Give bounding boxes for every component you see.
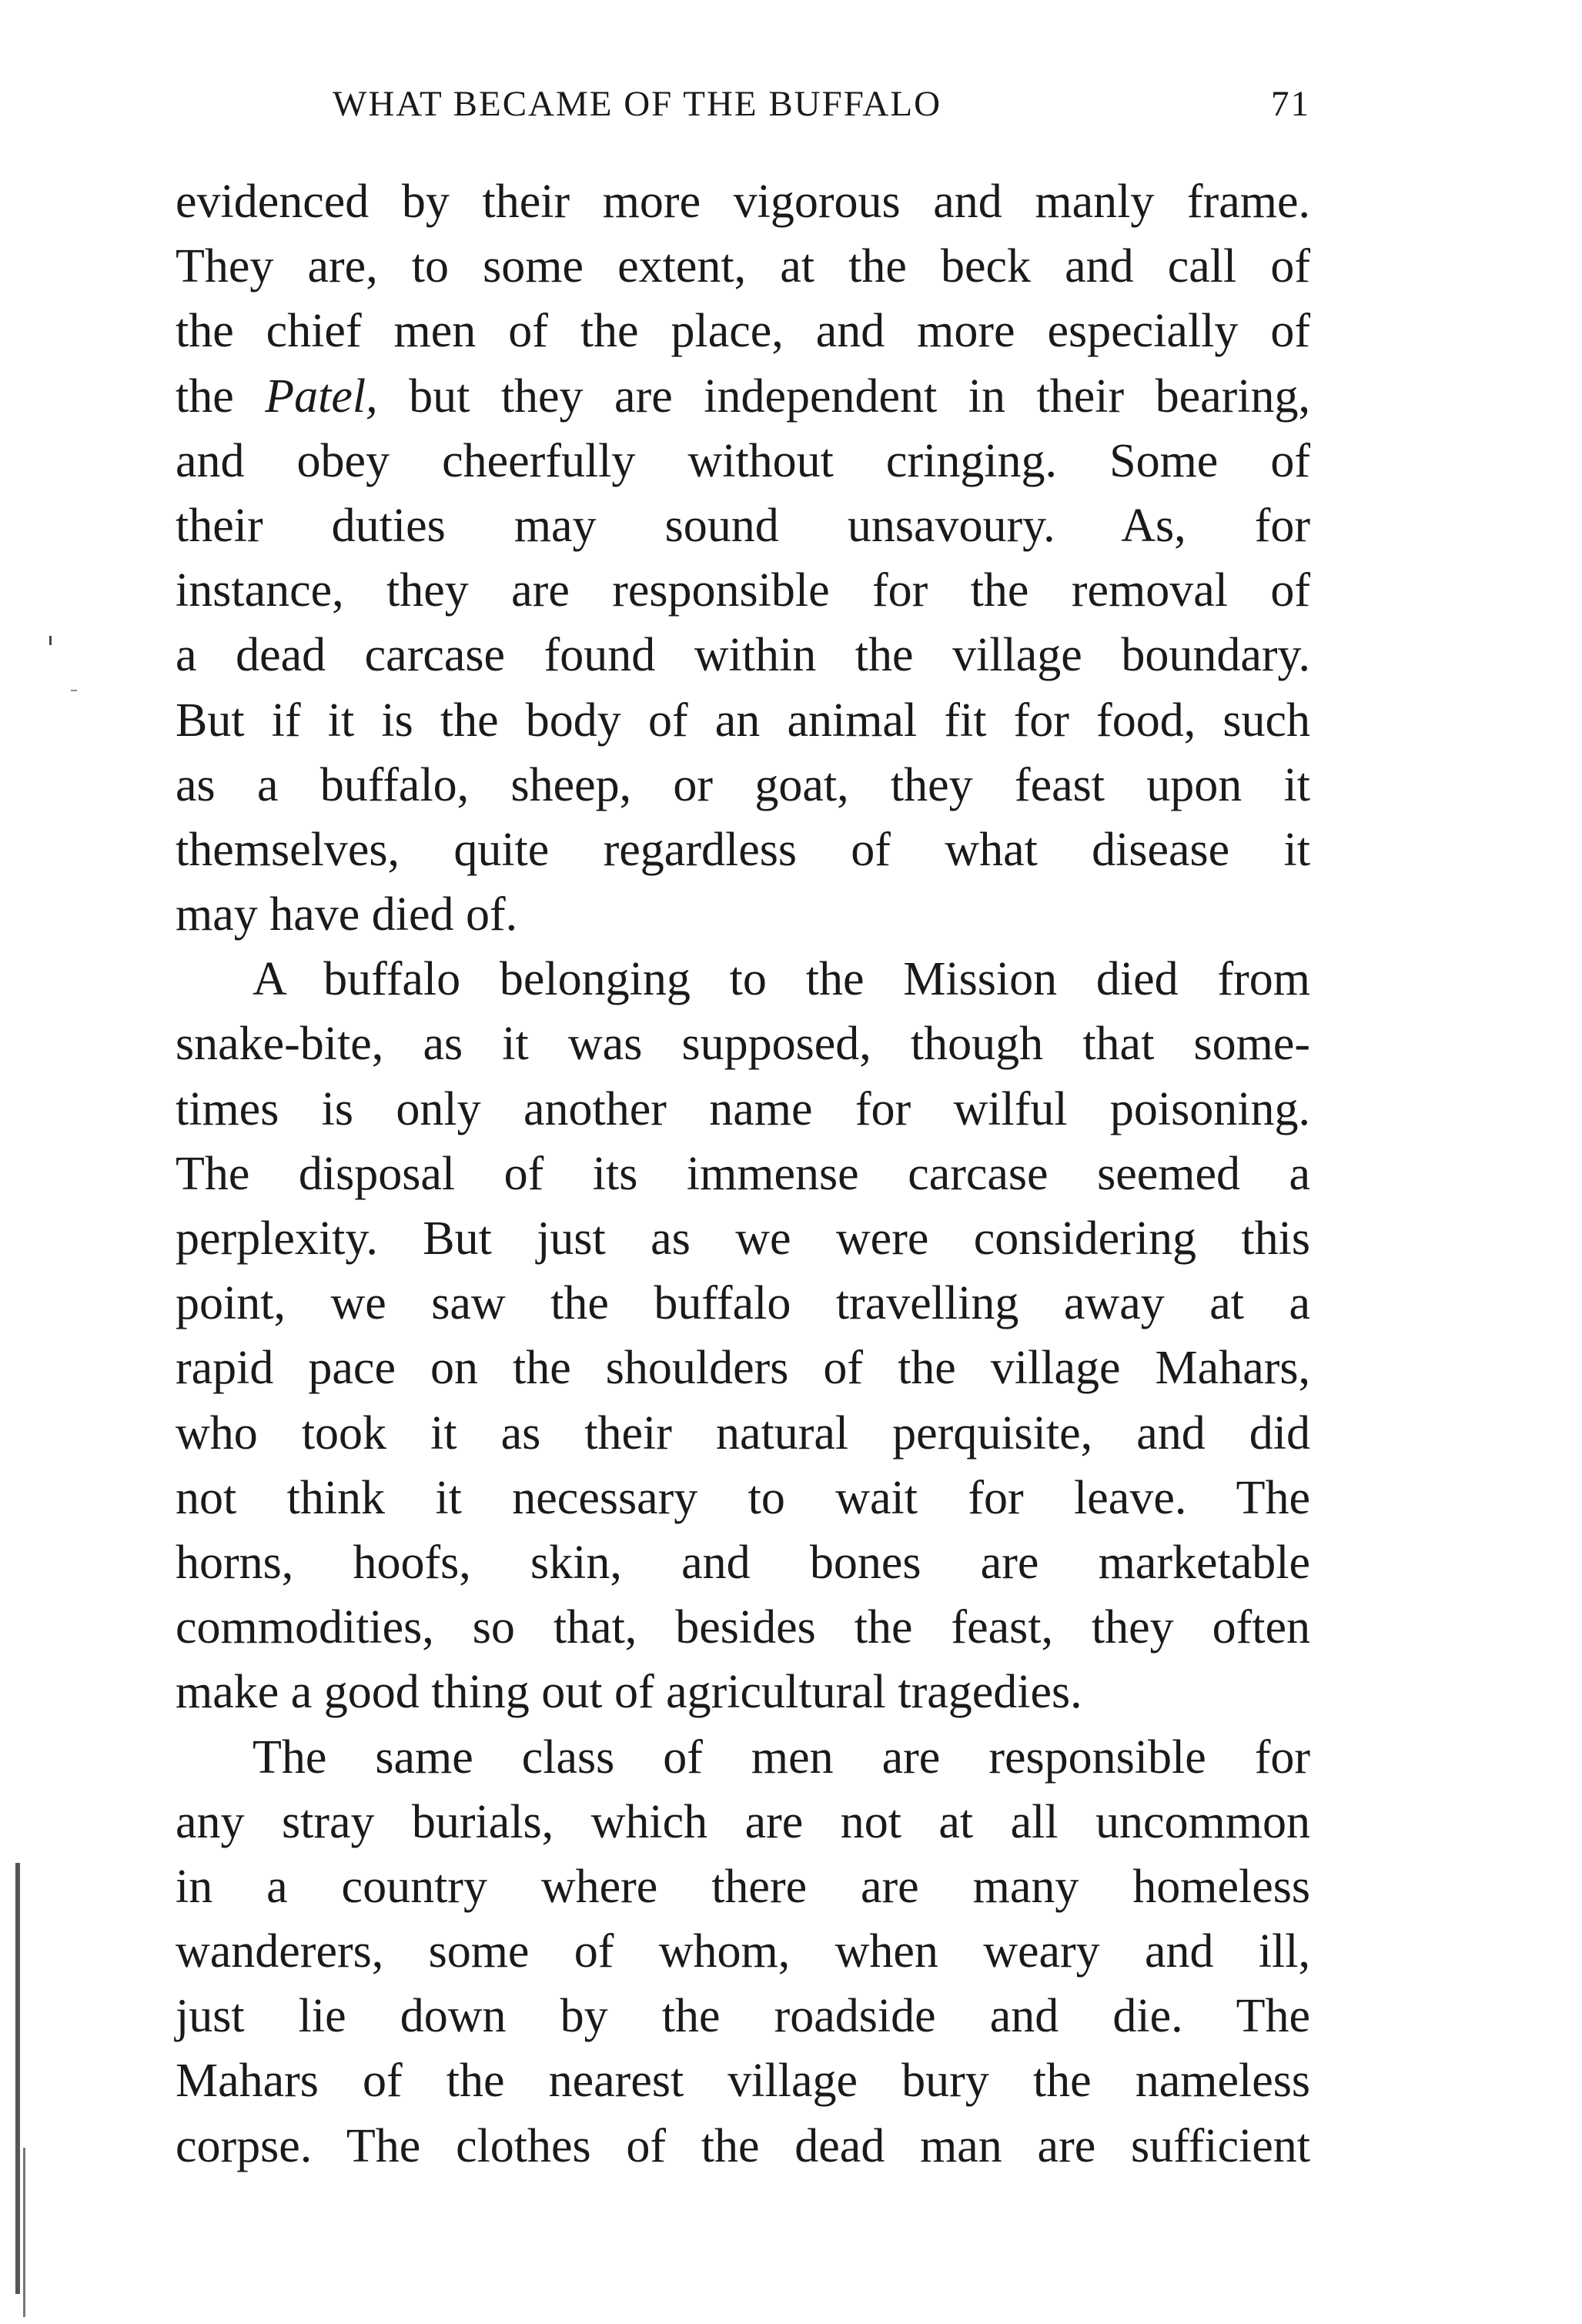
text-line: instance, they are responsible for the removal of bbox=[176, 564, 1310, 617]
text-line: a dead carcase found within the village boundary. bbox=[176, 629, 1310, 682]
text-line: the chief men of the place, and more especially of bbox=[176, 305, 1310, 358]
text-line: corpse. The clothes of the dead man are sufficient bbox=[176, 2119, 1310, 2172]
text-line: may have died of. bbox=[176, 888, 518, 941]
text-line: horns, hoofs, skin, and bones are marketable bbox=[176, 1536, 1310, 1589]
text-line: as a buffalo, sheep, or goat, they feast upon it bbox=[176, 758, 1310, 811]
text-line: The same class of men are responsible for bbox=[253, 1730, 1310, 1784]
scan-binding-edge bbox=[15, 1863, 20, 2294]
text-line: rapid pace on the shoulders of the village Mahars, bbox=[176, 1342, 1310, 1395]
text-line: They are, to some extent, at the beck and call of bbox=[176, 240, 1310, 293]
text-line: times is only another name for wilful poisoning. bbox=[176, 1082, 1310, 1135]
text-segment: the bbox=[176, 369, 266, 423]
text-line: A buffalo belonging to the Mission died from bbox=[253, 953, 1310, 1006]
text-line: who took it as their natural perquisite, and did bbox=[176, 1406, 1310, 1460]
text-line: The disposal of its immense carcase seemed a bbox=[176, 1147, 1310, 1200]
body-text bbox=[176, 169, 1310, 2179]
scan-margin-speck bbox=[71, 690, 77, 691]
text-line: in a country where there are many homeless bbox=[176, 1860, 1310, 1913]
text-line: perplexity. But just as we were considering this bbox=[176, 1212, 1310, 1265]
text-line: any stray burials, which are not at all uncommon bbox=[176, 1795, 1310, 1848]
text-segment: but they are independent in their bearing, bbox=[377, 369, 1310, 423]
text-line: commodities, so that, besides the feast, they often bbox=[176, 1601, 1310, 1654]
running-title: WHAT BECAME OF THE BUFFALO bbox=[333, 84, 942, 124]
text-line: Mahars of the nearest village bury the nameless bbox=[176, 2055, 1310, 2108]
text-line: just lie down by the roadside and die. The bbox=[176, 1990, 1310, 2043]
text-line bbox=[176, 364, 1310, 429]
scan-margin-speck bbox=[49, 636, 52, 645]
italic-term: Patel, bbox=[265, 369, 378, 423]
text-line: But if it is the body of an animal fit for food, such bbox=[176, 694, 1310, 747]
running-header bbox=[333, 83, 1310, 145]
text-line: evidenced by their more vigorous and manly frame. bbox=[176, 176, 1310, 228]
text-line: their duties may sound unsavoury. As, for bbox=[176, 499, 1310, 552]
text-line: not think it necessary to wait for leave. The bbox=[176, 1471, 1310, 1524]
text-line: themselves, quite regardless of what disease it bbox=[176, 823, 1310, 876]
text-line: point, we saw the buffalo travelling away at a bbox=[176, 1277, 1310, 1330]
text-line: snake-bite, as it was supposed, though that some- bbox=[176, 1018, 1310, 1071]
scan-binding-edge bbox=[23, 2148, 25, 2317]
page-number: 71 bbox=[1271, 84, 1310, 124]
text-line: wanderers, some of whom, when weary and ill, bbox=[176, 1925, 1310, 1978]
text-line: and obey cheerfully without cringing. Some of bbox=[176, 434, 1310, 487]
text-line: make a good thing out of agricultural tragedies. bbox=[176, 1666, 1082, 1719]
